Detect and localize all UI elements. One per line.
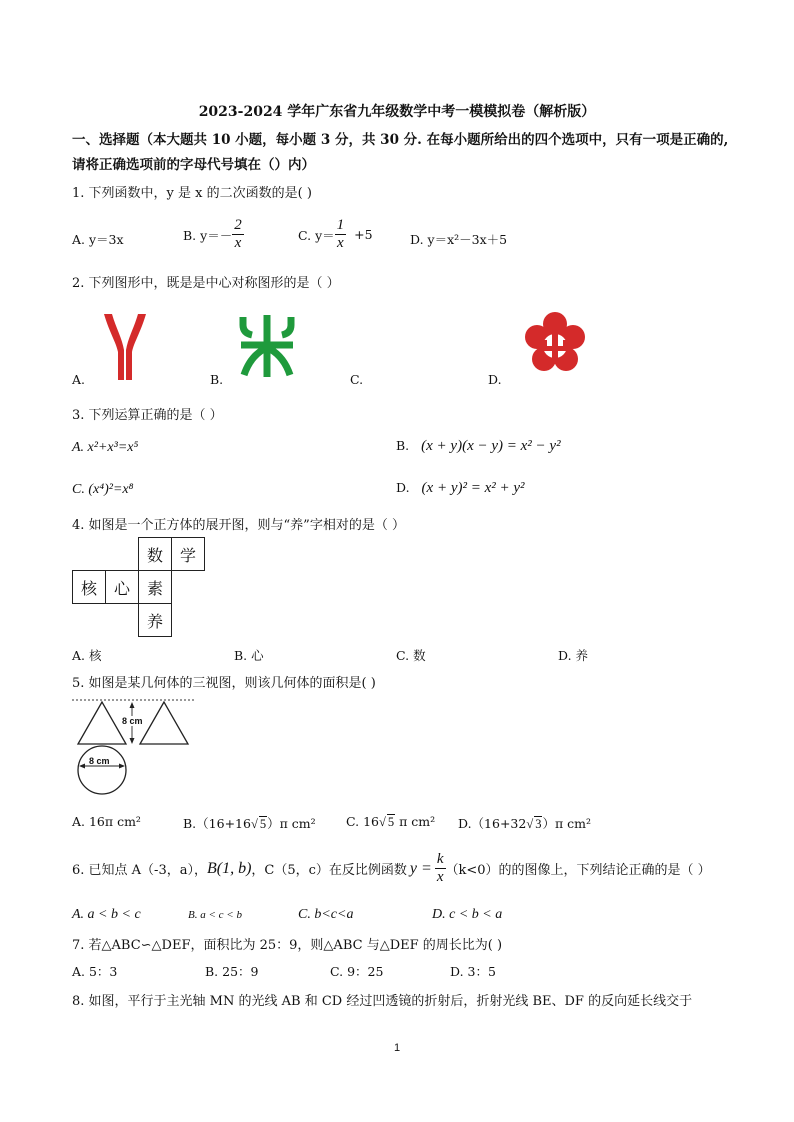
question-2-option-c: C. [350, 372, 364, 387]
stem-part-a: 6. 已知点 A（-3，a）， [72, 863, 207, 878]
question-2-option-b: B. [210, 372, 224, 387]
height-dimension-label: 8 cm [122, 716, 143, 726]
figure-d-red-flower-icon [524, 312, 586, 374]
option-b-fraction [232, 218, 244, 251]
fraction-denominator: x [234, 235, 242, 251]
question-8-stem: 8. 如图，平行于主光轴 MN 的光线 AB 和 CD 经过凹透镜的折射后，折射光线 BE、DF 的反向延长线交于 [72, 994, 693, 1009]
fraction-numerator: 1 [336, 217, 345, 233]
section-header-line2: 请将正确选项前的字母代号填在（）内） [72, 157, 315, 173]
question-3-option-a: A. x²+x³=x⁵ [72, 440, 139, 455]
option-c-prefix: C. y＝ [298, 227, 335, 243]
question-5-option-a: A. 16π cm² [72, 814, 141, 829]
question-7-option-b: B. 25：9 [205, 964, 259, 979]
fraction-denominator: x [436, 869, 444, 885]
stem-part-d: （k<0）的的图像上，下列结论正确的是（ ） [445, 863, 711, 878]
stem-fraction [435, 852, 446, 885]
question-6-option-a: A. a < b < c [72, 907, 141, 922]
stem-function-y: y = [409, 859, 432, 877]
question-7-option-d: D. 3：5 [450, 964, 496, 979]
cube-net-cell: 核 [72, 570, 106, 604]
stem-part-c: ，C（5，c）在反比例函数 [251, 863, 407, 878]
cube-net-cell: 养 [138, 603, 172, 637]
option-c-suffix: +5 [354, 227, 373, 242]
question-5-option-b [183, 814, 316, 832]
question-4-option-b: B. 心 [234, 648, 264, 663]
question-3-stem: 3. 下列运算正确的是（ ） [72, 408, 223, 423]
option-b-prefix: B. y＝－ [183, 227, 233, 243]
question-3-option-d [396, 480, 525, 497]
question-2-stem: 2. 下列图形中，既是是中心对称图形的是（ ） [72, 276, 340, 291]
question-6-option-d: D. c < b < a [432, 907, 503, 922]
question-3-option-b [396, 438, 561, 455]
stem-point-b: B(1, b) [206, 859, 252, 877]
question-5-stem: 5. 如图是某几何体的三视图，则该几何体的面积是( ) [72, 676, 376, 691]
option-c-fraction [335, 218, 347, 251]
fraction-numerator: k [436, 851, 444, 867]
fraction-denominator: x [337, 235, 344, 251]
cube-net-cell: 学 [171, 537, 205, 571]
question-1-stem: 1. 下列函数中，y 是 x 的二次函数的是( ) [72, 186, 312, 201]
radical-sign: √ [526, 817, 534, 831]
question-1-option-d: D. y＝x²－3x＋5 [410, 232, 508, 247]
question-6-stem [72, 852, 711, 885]
question-5-option-d [458, 814, 591, 832]
question-2-option-d: D. [488, 372, 502, 387]
question-4-stem: 4. 如图是一个正方体的展开图，则与“养”字相对的是（ ） [72, 518, 405, 533]
question-7-stem: 7. 若△ABC∽△DEF，面积比为 25：9，则△ABC 与△DEF 的周长比为( ) [72, 938, 503, 953]
option-c-suffix: π cm² [395, 814, 436, 829]
question-6-option-c: C. b<c<a [298, 907, 354, 922]
question-4-option-c: C. 数 [396, 648, 426, 663]
three-view-figure [70, 696, 200, 796]
question-6-option-b: B. a < c < b [188, 909, 242, 921]
radical-sign: √ [378, 815, 386, 829]
option-b-label: B. [396, 438, 410, 453]
cube-net-cell: 心 [105, 570, 139, 604]
question-7-option-a: A. 5：3 [72, 964, 118, 979]
figure-b-green-symbol-icon [238, 313, 296, 379]
question-3-option-c: C. (x⁴)²=x⁸ [72, 482, 134, 497]
option-b-prefix: B.（16+16 [183, 816, 251, 831]
option-d-prefix: D.（16+32 [458, 816, 527, 831]
option-d-expression: (x + y)² = x² + y² [421, 480, 525, 496]
question-4-option-d: D. 养 [558, 648, 589, 663]
option-b-suffix: ）π cm² [267, 816, 316, 831]
question-1-option-c [298, 218, 373, 251]
question-2-option-a: A. [72, 372, 86, 387]
figure-a-red-y-icon [100, 312, 150, 382]
question-7-option-c: C. 9：25 [330, 964, 384, 979]
question-1-option-b [183, 218, 244, 251]
radicand: 5 [387, 815, 395, 829]
cube-net-cell: 数 [138, 537, 172, 571]
radical-sign: √ [250, 817, 258, 831]
option-b-expression: (x + y)(x − y) = x² − y² [421, 438, 561, 454]
page-number: 1 [393, 1042, 401, 1054]
option-c-prefix: C. 16 [346, 814, 379, 829]
question-1-option-a: A. y＝3x [72, 232, 124, 247]
radicand: 3 [535, 817, 542, 831]
document-title: 2023-2024 学年广东省九年级数学中考一模模拟卷（解析版） [198, 104, 596, 120]
option-d-suffix: ）π cm² [542, 816, 592, 831]
radicand: 5 [259, 817, 267, 831]
option-d-label: D. [396, 480, 410, 495]
cube-net-cell: 素 [138, 570, 172, 604]
question-5-option-c [346, 814, 435, 830]
diameter-dimension-label: 8 cm [89, 756, 110, 766]
section-header-line1: 一、选择题（本大题共 10 小题，每小题 3 分，共 30 分. 在每小题所给出的四个选项中，只有一项是正确的, [72, 132, 729, 148]
question-4-option-a: A. 核 [72, 648, 102, 663]
fraction-numerator: 2 [234, 217, 242, 233]
